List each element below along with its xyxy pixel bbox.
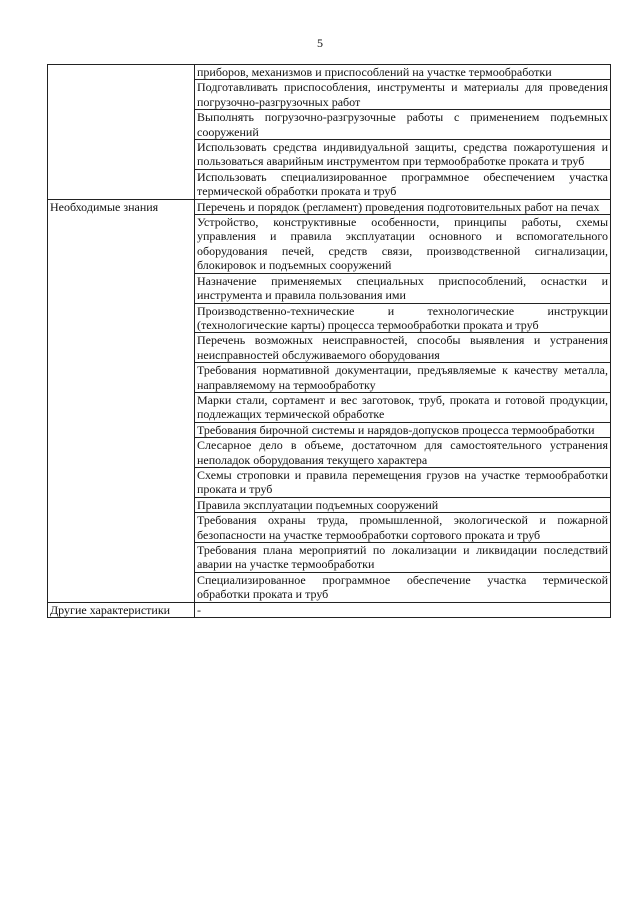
skill-item: Подготавливать приспособления, инструменты и материалы для проведения погрузочно-разгрузочных работ — [195, 80, 611, 110]
row-label-other-characteristics: Другие характеристики — [48, 602, 195, 617]
table-row — [48, 602, 611, 617]
skill-item: Использовать специализированное программное обеспечением участка термической обработки проката и труб — [195, 169, 611, 199]
knowledge-item: Перечень и порядок (регламент) проведения подготовительных работ на печах — [195, 199, 611, 214]
knowledge-item: Устройство, конструктивные особенности, принципы работы, схемы управления и правила эксплуатации основного и вспомогательного оборудования печей, средств связи, производственной сигнализации, блокировок и подъемных сооружений — [195, 215, 611, 274]
knowledge-item: Требования бирочной системы и нарядов-допусков процесса термообработки — [195, 422, 611, 437]
table-row — [48, 199, 611, 214]
skill-item: Использовать средства индивидуальной защиты, средства пожаротушения и пользоваться аварийным инструментом при термообработке проката и труб — [195, 140, 611, 170]
row-label-skills-continued — [48, 65, 195, 200]
knowledge-item: Требования охраны труда, промышленной, экологической и пожарной безопасности на участке термообработки сортового проката и труб — [195, 513, 611, 543]
other-characteristics-value: - — [195, 602, 611, 617]
knowledge-item: Требования плана мероприятий по локализации и ликвидации последствий аварии на участке термообработки — [195, 543, 611, 573]
skill-item: приборов, механизмов и приспособлений на участке термообработки — [195, 65, 611, 80]
page-number: 5 — [317, 36, 323, 50]
skill-item: Выполнять погрузочно-разгрузочные работы с применением подъемных сооружений — [195, 110, 611, 140]
table-row — [48, 65, 611, 80]
knowledge-item: Назначение применяемых специальных приспособлений, оснастки и инструмента и правила пользования ими — [195, 273, 611, 303]
knowledge-item: Производственно-технические и технологические инструкции (технологические карты) процесса термообработки проката и труб — [195, 303, 611, 333]
knowledge-item: Правила эксплуатации подъемных сооружений — [195, 497, 611, 512]
requirements-table — [47, 64, 611, 618]
knowledge-item: Перечень возможных неисправностей, способы выявления и устранения неисправностей обслуживаемого оборудования — [195, 333, 611, 363]
knowledge-item: Требования нормативной документации, предъявляемые к качеству металла, направляемому на термообработку — [195, 363, 611, 393]
knowledge-item: Слесарное дело в объеме, достаточном для самостоятельного устранения неполадок оборудования текущего характера — [195, 438, 611, 468]
row-label-required-knowledge: Необходимые знания — [48, 199, 195, 602]
knowledge-item: Схемы строповки и правила перемещения грузов на участке термообработки проката и труб — [195, 467, 611, 497]
knowledge-item: Марки стали, сортамент и вес заготовок, труб, проката и готовой продукции, подлежащих термической обработке — [195, 392, 611, 422]
knowledge-item: Специализированное программное обеспечение участка термической обработки проката и труб — [195, 572, 611, 602]
